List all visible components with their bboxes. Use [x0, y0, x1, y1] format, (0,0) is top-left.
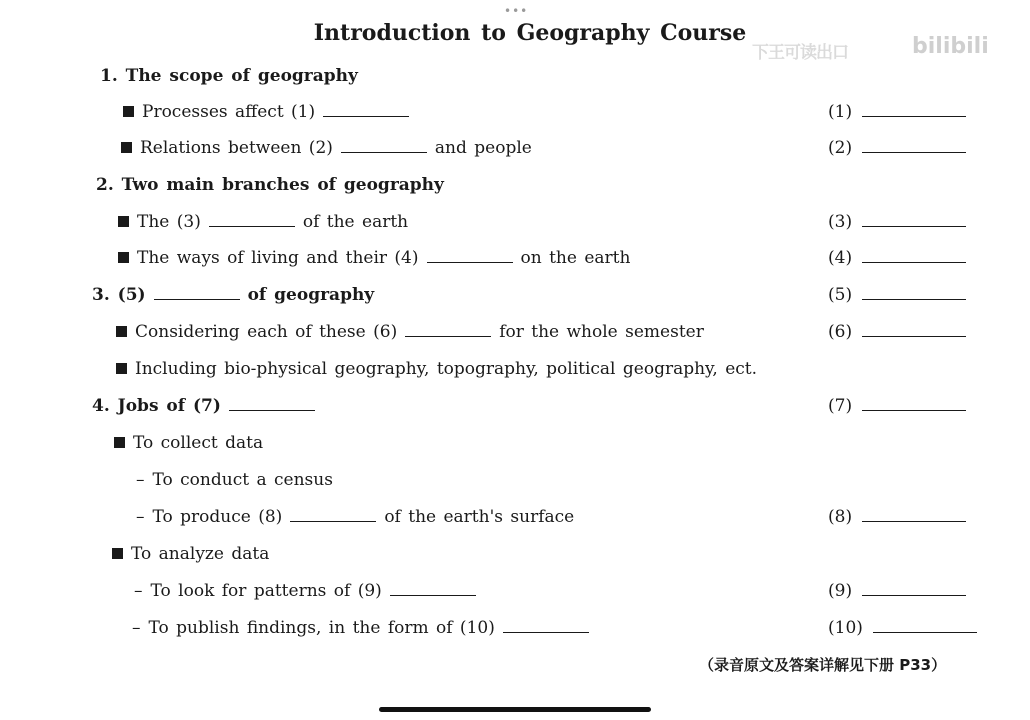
section-number: 2.: [96, 175, 114, 195]
answer-number: (6): [828, 322, 853, 342]
square-bullet-icon: [118, 252, 129, 263]
answer-number: (1): [828, 102, 853, 122]
section-title: (5): [117, 285, 146, 305]
answer-number: (3): [828, 212, 853, 232]
list-item: [0, 97, 1030, 127]
home-indicator[interactable]: [379, 707, 651, 712]
answer-slot: [828, 207, 974, 237]
watermark-text: 下王可读出口: [752, 43, 848, 63]
answer-number: (2): [828, 138, 853, 158]
answer-slot: [828, 613, 985, 643]
item-text: The (3): [137, 212, 201, 232]
list-item: [0, 613, 1030, 643]
footer-note: （录音原文及答案详解见下册 P33）: [699, 656, 947, 674]
list-item: [0, 576, 1030, 606]
answer-slot: [828, 317, 974, 347]
item-text: To produce (8): [152, 507, 283, 527]
section-title-after: of geography: [247, 285, 375, 305]
blank-line: [229, 392, 315, 411]
item-text-after: for the whole semester: [499, 322, 704, 342]
blank-line: [503, 614, 589, 633]
square-bullet-icon: [112, 548, 123, 559]
item-text-after: on the earth: [520, 248, 631, 268]
dash-bullet: –: [136, 507, 145, 527]
window-dots[interactable]: •••: [504, 4, 529, 18]
list-item: [0, 207, 1030, 237]
answer-blank: [862, 392, 966, 411]
blank-line: [405, 318, 491, 337]
answer-number: (10): [828, 618, 863, 638]
list-item: [0, 133, 1030, 163]
answer-blank: [873, 614, 977, 633]
dash-bullet: –: [132, 618, 141, 638]
blank-line: [390, 577, 476, 596]
item-text-after: of the earth's surface: [384, 507, 575, 527]
section-number: 3.: [92, 285, 110, 305]
item-text: To publish findings, in the form of (10): [148, 618, 495, 638]
item-text: Including bio-physical geography, topography, political geography, ect.: [135, 359, 758, 379]
blank-line: [341, 134, 427, 153]
list-item: [0, 243, 1030, 273]
item-text-after: and people: [434, 138, 532, 158]
item-text: To conduct a census: [152, 470, 333, 490]
page-title: Introduction to Geography Course: [313, 20, 747, 46]
watermark: [752, 34, 1008, 64]
item-text: The ways of living and their (4): [137, 248, 419, 268]
item-text: To look for patterns of (9): [150, 581, 382, 601]
square-bullet-icon: [123, 106, 134, 117]
item-text: To collect data: [133, 433, 264, 453]
section-title: Two main branches of geography: [121, 175, 444, 195]
item-text: Processes affect (1): [142, 102, 316, 122]
section-title: Jobs of (7): [117, 396, 221, 416]
dash-bullet: –: [134, 581, 143, 601]
answer-blank: [862, 208, 966, 227]
list-item: [0, 317, 1030, 347]
item-text: To analyze data: [131, 544, 270, 564]
list-item: [0, 465, 1030, 495]
answer-slot: [828, 391, 974, 421]
square-bullet-icon: [116, 363, 127, 374]
section-title: The scope of geography: [125, 66, 358, 86]
answer-slot: [828, 280, 974, 310]
answer-number: (7): [828, 396, 853, 416]
list-item: [0, 539, 1030, 569]
list-item: [0, 502, 1030, 532]
answer-slot: [828, 576, 974, 606]
square-bullet-icon: [118, 216, 129, 227]
answer-blank: [862, 577, 966, 596]
item-text-after: of the earth: [302, 212, 409, 232]
answer-slot: [828, 97, 974, 127]
answer-blank: [862, 318, 966, 337]
section-number: 4.: [92, 396, 110, 416]
blank-line: [323, 98, 409, 117]
square-bullet-icon: [114, 437, 125, 448]
answer-number: (9): [828, 581, 853, 601]
square-bullet-icon: [121, 142, 132, 153]
answer-blank: [862, 98, 966, 117]
answer-slot: [828, 243, 974, 273]
blank-line: [209, 208, 295, 227]
item-text: Relations between (2): [140, 138, 333, 158]
blank-line: [154, 281, 240, 300]
bilibili-logo: bilibili: [912, 34, 989, 59]
answer-number: (5): [828, 285, 853, 305]
answer-blank: [862, 244, 966, 263]
section-4-heading: [0, 391, 1030, 421]
square-bullet-icon: [116, 326, 127, 337]
answer-blank: [862, 134, 966, 153]
section-1-heading: [0, 61, 1030, 91]
list-item: [0, 428, 1030, 458]
answer-slot: [828, 133, 974, 163]
item-text: Considering each of these (6): [135, 322, 398, 342]
list-item: [0, 354, 1030, 384]
answer-blank: [862, 281, 966, 300]
answer-slot: [828, 502, 974, 532]
answer-number: (8): [828, 507, 853, 527]
blank-line: [427, 244, 513, 263]
blank-line: [290, 503, 376, 522]
section-3-heading: [0, 280, 1030, 310]
answer-blank: [862, 503, 966, 522]
answer-number: (4): [828, 248, 853, 268]
section-number: 1.: [100, 66, 118, 86]
dash-bullet: –: [136, 470, 145, 490]
section-2-heading: [0, 170, 1030, 200]
